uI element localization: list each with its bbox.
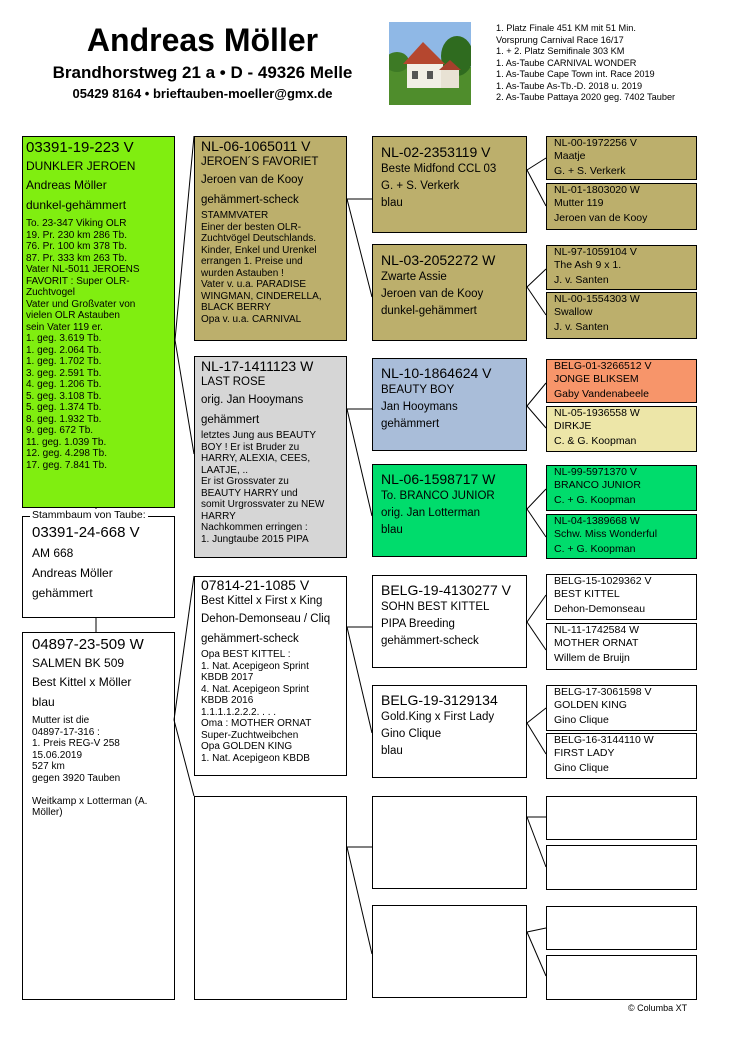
ggp-3-owner: orig. Jan Lotterman bbox=[381, 507, 481, 519]
gp-ds-id: 07814-21-1085 V bbox=[201, 577, 310, 593]
gp-sd-notes: letztes Jung aus BEAUTY BOY ! Er ist Bruder zu HARRY, ALEXIA, CEES, LAATJE, .. Er ist Grossvater zu BEAUTY HARRY und somit Urgrossvater zu NEW HARRY Nachkommen erringen : 1. Jungtaube 2015 PIPA bbox=[201, 430, 325, 545]
gggp-6-name: BRANCO JUNIOR bbox=[554, 479, 641, 491]
breeder-name: Andreas Möller bbox=[86, 22, 319, 58]
gggp-6-id: NL-99-5971370 V bbox=[554, 466, 637, 478]
achievements-list: 1. Platz Finale 451 KM mit 51 Min. Vorsprung Carnival Race 16/17 1. + 2. Platz Semifinale 303 KM 1. As-Taube CARNIVAL WONDER 1. As-Taube Cape Town int. Race 2019 1. As-Taube As-Tb.-D. 2018 u. 2019 2. As-Taube Pattaya 2020 geg. 7402 Tauber bbox=[496, 23, 676, 102]
dam-card bbox=[22, 632, 175, 1000]
ggp-3-color: blau bbox=[381, 524, 403, 536]
footer-copyright: © Columba XT bbox=[628, 1003, 688, 1013]
ggp-5-id: BELG-19-3129134 bbox=[381, 692, 498, 708]
subject-id: 03391-24-668 V bbox=[32, 524, 140, 541]
gggp-5-owner: C. & G. Koopman bbox=[554, 435, 637, 447]
gggp-5-id: NL-05-1936558 W bbox=[554, 407, 640, 419]
gp-ds-notes: Opa BEST KITTEL : 1. Nat. Acepigeon Sprint KBDB 2017 4. Nat. Acepigeon Sprint KBDB 2016 1.1.1.1.2.2.2. . . . Oma : MOTHER ORNAT Super-Zuchtweibchen Opa GOLDEN KING 1. Nat. Acepigeon KBDB bbox=[201, 649, 312, 764]
gggp-8-name: BEST KITTEL bbox=[554, 588, 620, 600]
gggp-3-name: Swallow bbox=[554, 306, 593, 318]
gggp-10-name: GOLDEN KING bbox=[554, 699, 627, 711]
ggp-3-id: NL-06-1598717 W bbox=[381, 471, 496, 487]
gp-sd-owner: orig. Jan Hooymans bbox=[201, 394, 304, 406]
gp-ds-color: gehämmert-scheck bbox=[201, 633, 299, 645]
gggp-1-name: Mutter 119 bbox=[554, 197, 604, 209]
ggp-4-color: gehämmert-scheck bbox=[381, 635, 479, 647]
gggp-card-4 bbox=[546, 359, 697, 403]
gggp-card-10 bbox=[546, 685, 697, 731]
breeder-address: Brandhorstweg 21 a • D - 49326 Melle bbox=[52, 63, 353, 82]
dam-notes: Mutter ist die 04897-17-316 : 1. Preis REG-V 258 15.06.2019 527 km gegen 3920 Tauben Weitkamp x Lotterman (A. Möller) bbox=[32, 715, 148, 818]
gggp-6-owner: C. + G. Koopman bbox=[554, 494, 636, 506]
ggp-1-color: dunkel-gehämmert bbox=[381, 305, 477, 317]
gggp-3-id: NL-00-1554303 W bbox=[554, 293, 640, 305]
gggp-9-id: NL-11-1742584 W bbox=[554, 624, 640, 636]
ggp-card-5 bbox=[372, 685, 527, 778]
sire-card bbox=[22, 136, 175, 508]
gggp-10-id: BELG-17-3061598 V bbox=[554, 686, 652, 698]
gggp-10-owner: Gino Clique bbox=[554, 714, 609, 726]
subject-owner: Andreas Möller bbox=[32, 566, 113, 580]
house-photo bbox=[389, 22, 471, 105]
ggp-1-id: NL-03-2052272 W bbox=[381, 252, 496, 268]
gggp-card-3 bbox=[546, 292, 697, 339]
gggp-11-owner: Gino Clique bbox=[554, 762, 609, 774]
breeder-contact: 05429 8164 • brieftauben-moeller@gmx.de bbox=[72, 86, 333, 101]
gggp-card-empty-13 bbox=[546, 845, 697, 890]
gggp-3-owner: J. v. Santen bbox=[554, 321, 609, 333]
sire-name: DUNKLER JEROEN bbox=[26, 159, 136, 173]
ggp-5-owner: Gino Clique bbox=[381, 728, 442, 740]
ggp-1-owner: Jeroen van de Kooy bbox=[381, 288, 484, 300]
ggp-2-owner: Jan Hooymans bbox=[381, 401, 458, 413]
gggp-card-5 bbox=[546, 406, 697, 452]
ggp-2-color: gehämmert bbox=[381, 418, 440, 430]
gp-ss-id: NL-06-1065011 V bbox=[201, 138, 311, 154]
gp-ds-owner: Dehon-Demonseau / Cliq bbox=[201, 613, 331, 625]
gp-sd-color: gehämmert bbox=[201, 414, 260, 426]
gggp-8-id: BELG-15-1029362 V bbox=[554, 575, 652, 587]
gggp-card-9 bbox=[546, 623, 697, 670]
gggp-2-name: The Ash 9 x 1. bbox=[554, 259, 622, 271]
ggp-3-name: To. BRANCO JUNIOR bbox=[381, 490, 495, 502]
ggp-2-id: NL-10-1864624 V bbox=[381, 365, 492, 381]
gp-ss-owner: Jeroen van de Kooy bbox=[201, 174, 304, 186]
gggp-0-name: Maatje bbox=[554, 150, 586, 162]
gp-ss-notes: STAMMVATER Einer der besten OLR- Zuchtvögel Deutschlands. Kinder, Enkel und Urenkel errangen 1. Preise und wurden Astauben ! Vater v. u.a. PARADISE WINGMAN, CINDERELLA, BLACK BERRY Opa v. u.a. CARNIVAL bbox=[201, 210, 322, 325]
gp-ss-name: JEROEN´S FAVORIET bbox=[201, 156, 319, 168]
grandparent-card-dd-empty bbox=[194, 796, 347, 1000]
subject-label: Stammbaum von Taube: bbox=[32, 509, 146, 521]
gp-sd-id: NL-17-1411123 W bbox=[201, 358, 314, 374]
ggp-0-color: blau bbox=[381, 197, 403, 209]
subject-name: AM 668 bbox=[32, 546, 74, 560]
gggp-5-name: DIRKJE bbox=[554, 420, 592, 432]
gggp-card-6 bbox=[546, 465, 697, 511]
subject-card bbox=[22, 516, 175, 618]
ggp-4-id: BELG-19-4130277 V bbox=[381, 582, 511, 598]
gggp-2-owner: J. v. Santen bbox=[554, 274, 609, 286]
gggp-8-owner: Dehon-Demonseau bbox=[554, 603, 646, 615]
gggp-0-id: NL-00-1972256 V bbox=[554, 137, 637, 149]
gggp-card-empty-12 bbox=[546, 796, 697, 840]
gggp-9-name: MOTHER ORNAT bbox=[554, 637, 639, 649]
ggp-card-4 bbox=[372, 575, 527, 668]
ggp-0-name: Beste Midfond CCL 03 bbox=[381, 163, 497, 175]
ggp-0-owner: G. + S. Verkerk bbox=[381, 180, 460, 192]
sire-color: dunkel-gehämmert bbox=[26, 198, 127, 212]
gggp-0-owner: G. + S. Verkerk bbox=[554, 165, 626, 177]
gggp-card-empty-14 bbox=[546, 906, 697, 950]
grandparent-card-ds bbox=[194, 576, 347, 776]
ggp-4-owner: PIPA Breeding bbox=[381, 618, 455, 630]
gggp-9-owner: Willem de Bruijn bbox=[554, 652, 630, 664]
ggp-2-name: BEAUTY BOY bbox=[381, 384, 455, 396]
gggp-card-7 bbox=[546, 514, 697, 559]
gggp-1-owner: Jeroen van de Kooy bbox=[554, 212, 648, 224]
grandparent-card-sd bbox=[194, 356, 347, 558]
gggp-11-id: BELG-16-3144110 W bbox=[554, 734, 654, 746]
ggp-4-name: SOHN BEST KITTEL bbox=[381, 601, 490, 613]
dam-id: 04897-23-509 W bbox=[32, 636, 144, 653]
dam-color: blau bbox=[32, 695, 55, 709]
gggp-2-id: NL-97-1059104 V bbox=[554, 246, 637, 258]
sire-owner: Andreas Möller bbox=[26, 178, 107, 192]
ggp-card-2 bbox=[372, 358, 527, 451]
sire-notes: To. 23-347 Viking OLR 19. Pr. 230 km 286 Tb. 76. Pr. 100 km 378 Tb. 87. Pr. 333 km 263 Tb. Vater NL-5011 JEROENS FAVORIT : Super OLR- Zuchtvogel Vater und Großvater von vielen OLR Astauben sein Vater 119 er. 1. geg. 3.619 Tb. 1. geg. 2.064 Tb. 1. geg. 1.702 Tb. 3. geg. 2.591 Tb. 4. geg. 1.206 Tb. 5. geg. 3.108 Tb. 5. geg. 1.374 Tb. 8. geg. 1.932 Tb. 9. geg. 672 Tb. 11. geg. 1.039 Tb. 12. geg. 4.298 Tb. 17. geg. 7.841 Tb. bbox=[26, 218, 140, 471]
gggp-card-8 bbox=[546, 574, 697, 620]
gggp-4-name: JONGE BLIKSEM bbox=[554, 373, 639, 385]
gp-sd-name: LAST ROSE bbox=[201, 376, 266, 388]
dam-owner: Best Kittel x Möller bbox=[32, 675, 132, 689]
gp-ds-name: Best Kittel x First x King bbox=[201, 595, 323, 607]
grandparent-card-ss bbox=[194, 136, 347, 341]
ggp-0-id: NL-02-2353119 V bbox=[381, 144, 491, 160]
sire-id: 03391-19-223 V bbox=[26, 139, 134, 156]
gggp-card-empty-15 bbox=[546, 955, 697, 1000]
gggp-4-id: BELG-01-3266512 V bbox=[554, 360, 652, 372]
gggp-card-11 bbox=[546, 733, 697, 779]
ggp-card-empty-7 bbox=[372, 905, 527, 998]
subject-color: gehämmert bbox=[32, 586, 93, 600]
ggp-card-empty-6 bbox=[372, 796, 527, 889]
ggp-card-1 bbox=[372, 244, 527, 341]
gggp-card-0 bbox=[546, 136, 697, 180]
ggp-card-0 bbox=[372, 136, 527, 233]
gggp-7-owner: C. + G. Koopman bbox=[554, 543, 636, 555]
ggp-1-name: Zwarte Assie bbox=[381, 271, 447, 283]
ggp-card-3 bbox=[372, 464, 527, 557]
dam-name: SALMEN BK 509 bbox=[32, 656, 125, 670]
gggp-7-name: Schw. Miss Wonderful bbox=[554, 528, 658, 540]
gp-ss-color: gehämmert-scheck bbox=[201, 194, 299, 206]
gggp-card-1 bbox=[546, 183, 697, 230]
gggp-1-id: NL-01-1803020 W bbox=[554, 184, 640, 196]
gggp-11-name: FIRST LADY bbox=[554, 747, 615, 759]
gggp-card-2 bbox=[546, 245, 697, 290]
gggp-7-id: NL-04-1389668 W bbox=[554, 515, 640, 527]
gggp-4-owner: Gaby Vandenabeele bbox=[554, 388, 649, 400]
ggp-5-name: Gold.King x First Lady bbox=[381, 711, 495, 723]
ggp-5-color: blau bbox=[381, 745, 403, 757]
